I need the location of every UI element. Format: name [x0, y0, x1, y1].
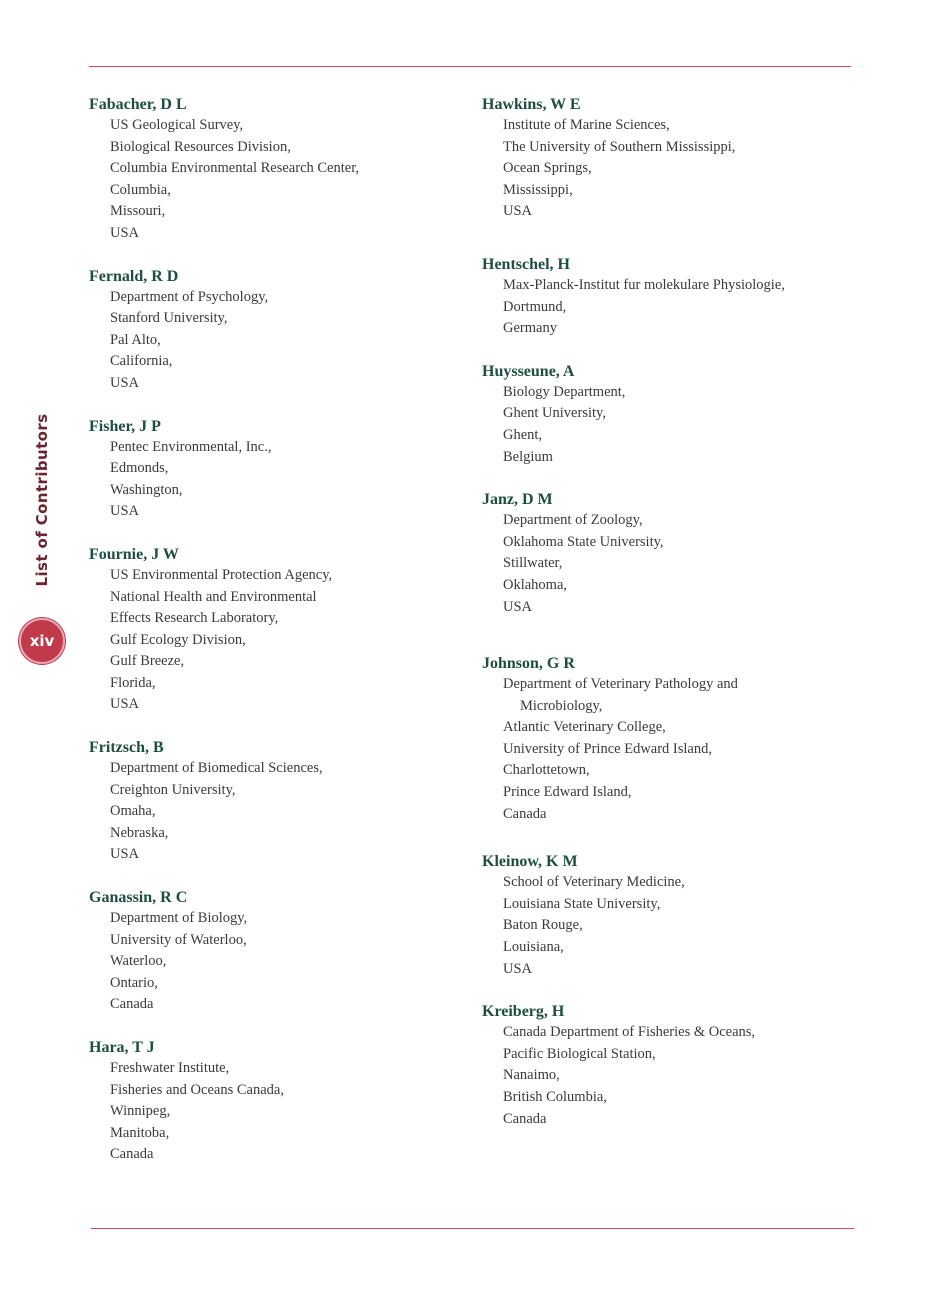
- top-rule: [89, 66, 851, 67]
- affiliation-line: Creighton University,: [110, 781, 236, 798]
- contributor-entry: [482, 851, 882, 980]
- affiliation-line: USA: [110, 503, 140, 520]
- affiliation-line: Canada: [503, 1110, 547, 1127]
- affiliation-line: Winnipeg,: [110, 1103, 171, 1120]
- affiliation-line: University of Waterloo,: [110, 931, 247, 948]
- affiliation-line: Mississippi,: [503, 181, 573, 198]
- contributor-entry: [89, 266, 479, 395]
- affiliation-line: Pacific Biological Station,: [503, 1045, 656, 1062]
- contributor-affiliation: [482, 382, 882, 468]
- affiliation-line: Ghent,: [503, 426, 543, 443]
- contributor-affiliation: [89, 908, 479, 1016]
- affiliation-line: National Health and Environmental: [110, 588, 317, 605]
- bottom-rule: [91, 1228, 854, 1229]
- affiliation-line: Biology Department,: [503, 383, 626, 400]
- affiliation-line: USA: [503, 203, 533, 220]
- contributor-name: Johnson, G R: [482, 655, 575, 673]
- contributor-entry: [482, 361, 882, 468]
- affiliation-line: Dortmund,: [503, 298, 567, 315]
- contributor-affiliation: [89, 115, 479, 245]
- affiliation-line: Florida,: [110, 674, 156, 691]
- affiliation-line: Ontario,: [110, 974, 158, 991]
- affiliation-line: Canada: [110, 1146, 154, 1163]
- affiliation-line: Belgium: [503, 448, 553, 465]
- contributor-affiliation: [89, 758, 479, 866]
- affiliation-line: US Environmental Protection Agency,: [110, 566, 333, 583]
- affiliation-line: Microbiology,: [520, 697, 603, 714]
- contributor-affiliation: [89, 437, 479, 523]
- affiliation-line: Omaha,: [110, 803, 156, 820]
- contributor-entry: [482, 653, 882, 825]
- affiliation-line: Pal Alto,: [110, 331, 161, 348]
- affiliation-line: Nanaimo,: [503, 1067, 560, 1084]
- affiliation-line: Department of Zoology,: [503, 512, 643, 529]
- contributor-affiliation: [89, 1058, 479, 1166]
- contributor-entry: [482, 254, 882, 340]
- contributor-entry: [482, 489, 882, 618]
- contributor-affiliation: [482, 275, 882, 340]
- affiliation-line: Columbia Environmental Research Center,: [110, 160, 360, 177]
- affiliation-line: Louisiana State University,: [503, 895, 661, 912]
- contributor-name: Huysseune, A: [482, 362, 575, 380]
- contributor-entry: [89, 737, 479, 866]
- contributor-name: Fabacher, D L: [89, 96, 187, 113]
- affiliation-line: Effects Research Laboratory,: [110, 610, 279, 627]
- affiliation-line: Gulf Breeze,: [110, 653, 185, 670]
- affiliation-line: USA: [110, 374, 140, 391]
- affiliation-line: Nebraska,: [110, 824, 169, 841]
- contributor-name: Ganassin, R C: [89, 889, 188, 907]
- affiliation-line: Canada: [503, 805, 547, 822]
- affiliation-line: Fisheries and Oceans Canada,: [110, 1081, 284, 1098]
- contributor-affiliation: [89, 565, 479, 716]
- contributor-name: Hara, T J: [89, 1039, 155, 1056]
- affiliation-line: USA: [110, 224, 140, 241]
- contributor-name: Fournie, J W: [89, 545, 179, 563]
- affiliation-line: Oklahoma State University,: [503, 533, 664, 550]
- contributor-name: Janz, D M: [482, 491, 553, 509]
- affiliation-line: University of Prince Edward Island,: [503, 740, 712, 757]
- contributor-entry: [89, 544, 479, 716]
- contributor-affiliation: [89, 287, 479, 395]
- contributor-entry: [482, 1001, 882, 1130]
- page-number: xiv: [29, 632, 55, 650]
- affiliation-line: Prince Edward Island,: [503, 784, 632, 801]
- contributor-name: Kreiberg, H: [482, 1003, 565, 1021]
- affiliation-line: Institute of Marine Sciences,: [503, 117, 670, 133]
- contributor-name: Hentschel, H: [482, 255, 570, 273]
- affiliation-line: Waterloo,: [110, 953, 167, 970]
- affiliation-line: USA: [110, 846, 140, 863]
- contributor-entry: [89, 1037, 479, 1166]
- affiliation-line: Pentec Environmental, Inc.,: [110, 438, 272, 455]
- contributor-affiliation: [482, 872, 882, 980]
- contributor-name: Fernald, R D: [89, 267, 179, 285]
- contributor-affiliation: [482, 510, 882, 618]
- affiliation-line: Oklahoma,: [503, 576, 568, 593]
- affiliation-line: Gulf Ecology Division,: [110, 631, 246, 648]
- affiliation-line: Stillwater,: [503, 555, 563, 572]
- section-side-title: List of Contributors: [33, 413, 51, 587]
- affiliation-line: Canada: [110, 996, 154, 1013]
- contributor-entry: [482, 94, 882, 223]
- affiliation-line: USA: [503, 598, 533, 615]
- affiliation-line: Atlantic Veterinary College,: [503, 719, 666, 736]
- contributor-name: Fritzsch, B: [89, 739, 164, 757]
- affiliation-line: Charlottetown,: [503, 762, 590, 779]
- affiliation-line: Biological Resources Division,: [110, 138, 291, 155]
- affiliation-line: Department of Biology,: [110, 910, 248, 927]
- affiliation-line: Edmonds,: [110, 460, 169, 477]
- affiliation-line: Stanford University,: [110, 310, 228, 327]
- affiliation-line: Louisiana,: [503, 939, 564, 956]
- affiliation-line: Germany: [503, 320, 557, 337]
- affiliation-line: Washington,: [110, 481, 183, 498]
- contributor-entry: [89, 416, 479, 523]
- affiliation-line: Freshwater Institute,: [110, 1060, 230, 1076]
- affiliation-line: USA: [503, 960, 533, 977]
- affiliation-line: Ocean Springs,: [503, 160, 592, 177]
- right-column: [482, 94, 882, 1151]
- page-number-badge: [19, 618, 65, 664]
- contributor-entry: [89, 94, 479, 245]
- affiliation-line: Max-Planck-Institut fur molekulare Physiologie,: [503, 276, 785, 293]
- affiliation-line: California,: [110, 353, 173, 370]
- contributor-name: Kleinow, K M: [482, 853, 578, 871]
- affiliation-line: Department of Veterinary Pathology and: [503, 676, 738, 693]
- left-column: [89, 94, 479, 1187]
- affiliation-line: British Columbia,: [503, 1089, 607, 1105]
- affiliation-line: Baton Rouge,: [503, 917, 583, 934]
- affiliation-line: Columbia,: [110, 181, 171, 198]
- contributor-affiliation: [482, 1022, 882, 1130]
- contributor-affiliation: [482, 674, 882, 825]
- affiliation-line: USA: [110, 696, 140, 713]
- affiliation-line: Missouri,: [110, 203, 166, 220]
- affiliation-line: Canada Department of Fisheries & Oceans,: [503, 1024, 756, 1041]
- affiliation-line: Department of Biomedical Sciences,: [110, 760, 323, 777]
- contributor-affiliation: [482, 115, 882, 223]
- affiliation-line: The University of Southern Mississippi,: [503, 138, 736, 155]
- affiliation-line: Department of Psychology,: [110, 288, 269, 305]
- affiliation-line: Ghent University,: [503, 405, 606, 422]
- affiliation-line: US Geological Survey,: [110, 117, 244, 133]
- affiliation-line: Manitoba,: [110, 1124, 170, 1141]
- contributor-entry: [89, 887, 479, 1016]
- affiliation-line: School of Veterinary Medicine,: [503, 874, 685, 891]
- contributor-name: Hawkins, W E: [482, 96, 581, 113]
- contributor-name: Fisher, J P: [89, 417, 161, 435]
